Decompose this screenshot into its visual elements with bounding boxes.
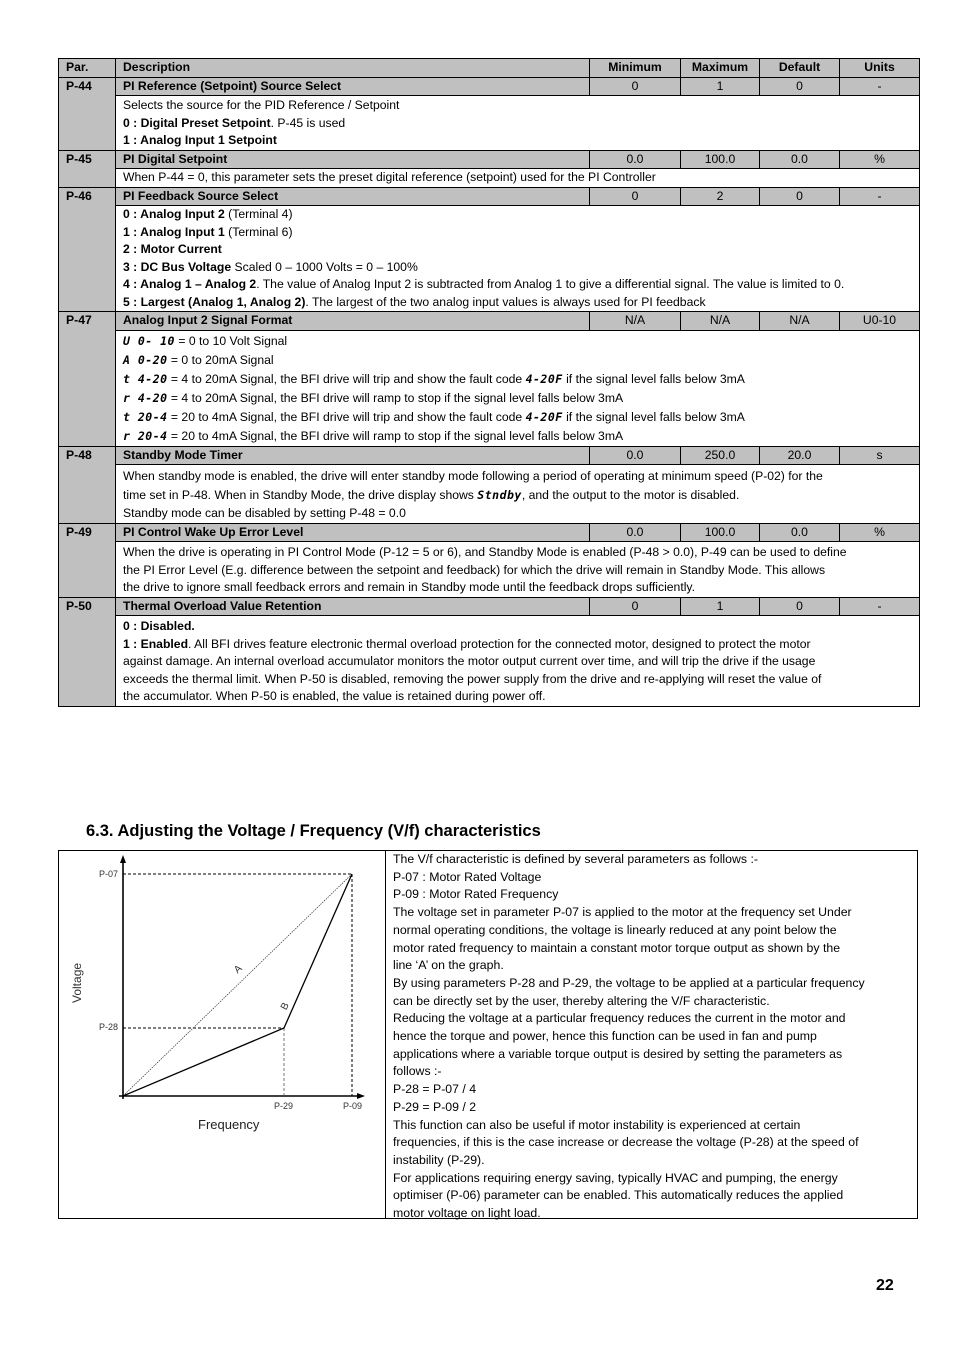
fault-code: 4-20F bbox=[525, 409, 563, 424]
desc-line: (Terminal 4) bbox=[224, 207, 293, 221]
desc-line: (Terminal 6) bbox=[224, 224, 293, 239]
desc-line: = 20 to 4mA Signal, the BFI drive will ramp to stop if the signal level falls below 3mA bbox=[167, 428, 624, 443]
display-code: A 0-20 bbox=[123, 352, 168, 367]
header-default: Default bbox=[760, 59, 840, 78]
param-description bbox=[116, 169, 920, 188]
param-max: N/A bbox=[681, 312, 760, 331]
table-row-description bbox=[59, 465, 920, 524]
param-default: 20.0 bbox=[760, 446, 840, 465]
param-units: s bbox=[840, 446, 920, 465]
xtick-p29: P-29 bbox=[274, 1101, 294, 1111]
param-name: Standby Mode Timer bbox=[116, 446, 590, 465]
param-min: 0 bbox=[590, 597, 681, 616]
parameter-table bbox=[58, 58, 920, 707]
param-units: U0-10 bbox=[840, 312, 920, 331]
header-description: Description bbox=[116, 59, 590, 78]
table-row bbox=[59, 150, 920, 169]
desc-option-label: 2 : Motor Current bbox=[123, 242, 222, 256]
vf-text-line: The voltage set in parameter P-07 is applied to the motor at the frequency set Under bbox=[393, 905, 852, 920]
table-row bbox=[59, 312, 920, 331]
vf-text-line: P-28 = P-07 / 4 bbox=[393, 1082, 477, 1097]
param-id: P-45 bbox=[59, 150, 116, 187]
desc-line: When standby mode is enabled, the drive will enter standby mode following a period of operating at minimum speed (P-02) for the bbox=[123, 469, 823, 483]
desc-line: , and the output to the motor is disabled. bbox=[521, 488, 740, 502]
vf-text-line: frequencies, if this is the case increase or decrease the voltage (P-28) at the speed of bbox=[393, 1135, 859, 1150]
display-code: r 20-4 bbox=[123, 428, 168, 443]
param-name: Analog Input 2 Signal Format bbox=[116, 312, 590, 331]
param-max: 2 bbox=[681, 187, 760, 206]
desc-line: . P-45 is used bbox=[270, 115, 346, 130]
param-name: PI Control Wake Up Error Level bbox=[116, 523, 590, 542]
vf-text-line: The V/f characteristic is defined by several parameters as follows :- bbox=[393, 852, 758, 866]
display-code: t 20-4 bbox=[123, 409, 168, 424]
vf-text-line: Reducing the voltage at a particular frequency reduces the current in the motor and bbox=[393, 1011, 846, 1026]
desc-option-label: 0 : Digital Preset Setpoint bbox=[123, 115, 271, 130]
vf-text-line: applications where a variable torque output is desired by setting the parameters as bbox=[393, 1046, 843, 1061]
desc-line: = 0 to 10 Volt Signal bbox=[174, 333, 288, 348]
vf-chart-icon bbox=[59, 851, 385, 1218]
desc-line: = 0 to 20mA Signal bbox=[167, 352, 274, 367]
desc-line: = 4 to 20mA Signal, the BFI drive will trip and show the fault code bbox=[167, 371, 526, 386]
param-max: 100.0 bbox=[681, 150, 760, 169]
desc-line: = 4 to 20mA Signal, the BFI drive will ramp to stop if the signal level falls below 3mA bbox=[167, 390, 624, 405]
vf-text-line: follows :- bbox=[393, 1064, 442, 1079]
param-max: 250.0 bbox=[681, 446, 760, 465]
vf-text-line: P-07 : Motor Rated Voltage bbox=[393, 869, 542, 884]
param-description bbox=[116, 616, 920, 707]
xtick-p09: P-09 bbox=[343, 1101, 363, 1111]
param-default: 0 bbox=[760, 597, 840, 616]
desc-option-label: 3 : DC Bus Voltage bbox=[123, 259, 232, 274]
param-max: 1 bbox=[681, 77, 760, 96]
desc-line: if the signal level falls below 3mA bbox=[562, 409, 745, 424]
ytick-p28: P-28 bbox=[99, 1022, 119, 1032]
param-units: % bbox=[840, 523, 920, 542]
param-default: 0.0 bbox=[760, 523, 840, 542]
vf-characteristics-box bbox=[58, 850, 918, 1219]
table-row bbox=[59, 77, 920, 96]
vf-text-line: P-29 = P-09 / 2 bbox=[393, 1099, 477, 1114]
table-row bbox=[59, 597, 920, 616]
vf-text-line: optimiser (P-06) parameter can be enabled. This automatically reduces the applied bbox=[393, 1188, 844, 1203]
param-default: N/A bbox=[760, 312, 840, 331]
vf-text-line: By using parameters P-28 and P-29, the voltage to be applied at a particular frequency bbox=[393, 975, 865, 990]
vf-text-line: instability (P-29). bbox=[393, 1152, 485, 1167]
desc-line: the accumulator. When P-50 is enabled, the value is retained during power off. bbox=[123, 689, 546, 703]
param-description bbox=[116, 330, 920, 446]
table-row-description bbox=[59, 169, 920, 188]
desc-option-label: 4 : Analog 1 – Analog 2 bbox=[123, 277, 257, 291]
vf-description bbox=[393, 851, 913, 1223]
x-axis-label: Frequency bbox=[198, 1117, 260, 1132]
desc-option-label: 0 : Analog Input 2 bbox=[123, 207, 225, 221]
param-default: 0 bbox=[760, 187, 840, 206]
desc-line: When P-44 = 0, this parameter sets the preset digital reference (setpoint) used for the PI Controller bbox=[123, 170, 656, 184]
desc-line: Scaled 0 – 1000 Volts = 0 – 100% bbox=[231, 259, 418, 274]
desc-line: When the drive is operating in PI Control Mode (P-12 = 5 or 6), and Standby Mode is enabled (P-48 > 0.0), P-49 can be used to define bbox=[123, 545, 847, 559]
param-name: PI Reference (Setpoint) Source Select bbox=[116, 77, 590, 96]
param-name: PI Feedback Source Select bbox=[116, 187, 590, 206]
vf-text-line: can be directly set by the user, thereby altering the V/F characteristic. bbox=[393, 993, 770, 1008]
desc-line: Standby mode can be disabled by setting P-48 = 0.0 bbox=[123, 506, 406, 520]
param-id: P-50 bbox=[59, 597, 116, 706]
desc-line: Selects the source for the PID Reference / Setpoint bbox=[123, 98, 400, 112]
param-units: - bbox=[840, 597, 920, 616]
page-number: 22 bbox=[876, 1277, 894, 1294]
vf-graph bbox=[59, 851, 386, 1218]
desc-option-label: 1 : Analog Input 1 bbox=[123, 224, 225, 239]
param-id: P-48 bbox=[59, 446, 116, 523]
vf-text-line: This function can also be useful if motor instability is experienced at certain bbox=[393, 1117, 801, 1132]
param-name: PI Digital Setpoint bbox=[116, 150, 590, 169]
param-default: 0.0 bbox=[760, 150, 840, 169]
param-units: % bbox=[840, 150, 920, 169]
table-row-description bbox=[59, 206, 920, 312]
table-row-description bbox=[59, 96, 920, 151]
line-a-label: A bbox=[232, 963, 245, 976]
table-row-description bbox=[59, 330, 920, 446]
table-row bbox=[59, 187, 920, 206]
param-max: 100.0 bbox=[681, 523, 760, 542]
vf-text-line: motor voltage on light load. bbox=[393, 1206, 541, 1221]
display-code: U 0- 10 bbox=[123, 333, 175, 348]
param-description bbox=[116, 206, 920, 312]
param-min: N/A bbox=[590, 312, 681, 331]
param-min: 0.0 bbox=[590, 150, 681, 169]
param-id: P-46 bbox=[59, 187, 116, 312]
desc-line: exceeds the thermal limit. When P-50 is disabled, removing the power supply from the drive and re-applying will reset the value of bbox=[123, 671, 822, 686]
table-row bbox=[59, 523, 920, 542]
desc-line: against damage. An internal overload accumulator monitors the motor output current over time, and will trip the drive if the usage bbox=[123, 654, 816, 668]
param-description bbox=[116, 465, 920, 524]
ytick-p07: P-07 bbox=[99, 869, 119, 879]
desc-option-label: 5 : Largest (Analog 1, Analog 2) bbox=[123, 294, 306, 309]
desc-line: if the signal level falls below 3mA bbox=[562, 371, 745, 386]
param-min: 0.0 bbox=[590, 523, 681, 542]
display-code: Stndby bbox=[477, 488, 522, 502]
desc-option-label: 0 : Disabled. bbox=[123, 619, 195, 633]
desc-line: . The value of Analog Input 2 is subtracted from Analog 1 to give a differential signal. The value is limited to 0. bbox=[256, 277, 845, 291]
desc-line: the drive to ignore small feedback errors and remain in Standby mode until the feedback drops sufficiently. bbox=[123, 580, 695, 594]
vf-text-line: For applications requiring energy saving, typically HVAC and pumping, the energy bbox=[393, 1170, 838, 1185]
param-name: Thermal Overload Value Retention bbox=[116, 597, 590, 616]
param-id: P-44 bbox=[59, 77, 116, 150]
param-min: 0 bbox=[590, 187, 681, 206]
vf-text-line: hence the torque and power, hence this function can be used in fan and pump bbox=[393, 1029, 817, 1044]
param-units: - bbox=[840, 187, 920, 206]
vf-text-line: line ‘A’ on the graph. bbox=[393, 958, 504, 973]
table-row-description bbox=[59, 542, 920, 598]
param-id: P-47 bbox=[59, 312, 116, 447]
vf-text-line: P-09 : Motor Rated Frequency bbox=[393, 887, 559, 902]
display-code: t 4-20 bbox=[123, 371, 168, 386]
desc-line: . The largest of the two analog input values is always used for PI feedback bbox=[305, 294, 706, 309]
table-header-row bbox=[59, 59, 920, 78]
desc-line: the PI Error Level (E.g. difference between the setpoint and feedback) for which the drive will remain in Standby Mode. This allows bbox=[123, 562, 826, 577]
y-axis-label: Voltage bbox=[70, 963, 84, 1003]
table-row-description bbox=[59, 616, 920, 707]
vf-text-line: normal operating conditions, the voltage is linearly reduced at any point below the bbox=[393, 922, 837, 937]
header-units: Units bbox=[840, 59, 920, 78]
param-min: 0.0 bbox=[590, 446, 681, 465]
desc-line: . All BFI drives feature electronic thermal overload protection for the connected motor, designed to protect the motor bbox=[188, 636, 811, 651]
param-min: 0 bbox=[590, 77, 681, 96]
line-b-label: B bbox=[278, 1000, 292, 1013]
param-default: 0 bbox=[760, 77, 840, 96]
desc-line: = 20 to 4mA Signal, the BFI drive will trip and show the fault code bbox=[167, 409, 526, 424]
table-row bbox=[59, 446, 920, 465]
param-description bbox=[116, 542, 920, 598]
desc-option-label: 1 : Enabled bbox=[123, 636, 189, 651]
param-description bbox=[116, 96, 920, 151]
fault-code: 4-20F bbox=[525, 371, 563, 386]
param-id: P-49 bbox=[59, 523, 116, 597]
param-max: 1 bbox=[681, 597, 760, 616]
section-heading: 6.3. Adjusting the Voltage / Frequency (V/f) characteristics bbox=[86, 822, 541, 840]
display-code: r 4-20 bbox=[123, 390, 168, 405]
desc-option-label: 1 : Analog Input 1 Setpoint bbox=[123, 133, 277, 147]
vf-text-line: motor rated frequency to maintain a constant motor torque output as shown by the bbox=[393, 940, 841, 955]
header-par: Par. bbox=[59, 59, 116, 78]
header-minimum: Minimum bbox=[590, 59, 681, 78]
desc-line: time set in P-48. When in Standby Mode, the drive display shows bbox=[123, 488, 478, 502]
header-maximum: Maximum bbox=[681, 59, 760, 78]
param-units: - bbox=[840, 77, 920, 96]
